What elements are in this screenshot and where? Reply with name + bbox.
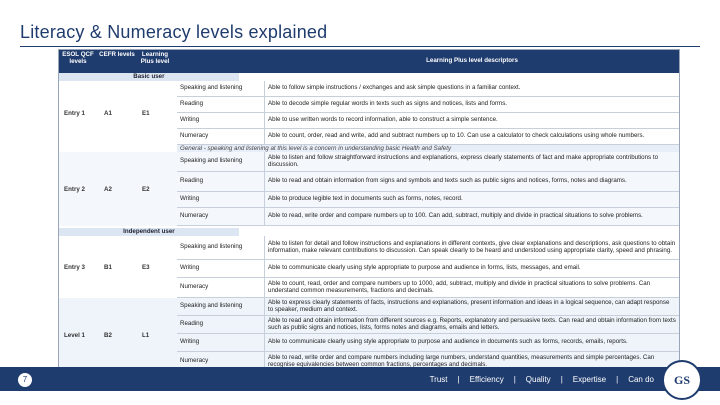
descriptor: Able to read, write order and compare numbers including large numbers, understand quantities, measurements and simple percentages. Can recognise equivalencies between common fractions, percentages and decimals. <box>265 352 679 371</box>
header-cefr: CEFR levels <box>99 51 135 58</box>
value-efficiency: Efficiency <box>469 375 504 384</box>
lp-level: E2 <box>142 185 150 193</box>
lp-level: E1 <box>142 109 150 117</box>
skill-label: Writing <box>177 192 265 208</box>
table-header <box>59 50 679 73</box>
band-basic-user: Basic user <box>59 73 239 81</box>
value-quality: Quality <box>525 375 551 384</box>
cefr-level: A1 <box>104 109 112 117</box>
esol-level: Entry 2 <box>64 185 85 193</box>
skill-label: Numeracy <box>177 129 265 145</box>
lp-level: L1 <box>142 331 150 339</box>
skill-label: Reading <box>177 172 265 192</box>
skill-label: Writing <box>177 260 265 278</box>
descriptor: Able to count, order, read and write, add and subtract numbers up to 10. Can use a calculator to check calculations using whole numbers. <box>265 129 679 145</box>
levels-table <box>58 49 680 371</box>
skill-label: Speaking and listening <box>177 236 265 260</box>
page-title: Literacy & Numeracy levels explained <box>20 22 328 42</box>
skill-label: Speaking and listening <box>177 152 265 172</box>
descriptor: Able to count, read, order and compare numbers up to 1000, add, subtract, multiply and divide in practical situations to solve problems. Can understand common measurements, fractions and decimals. <box>265 278 679 298</box>
lp-level: E3 <box>142 263 150 271</box>
skill-label: Reading <box>177 97 265 113</box>
descriptor: Able to produce legible text in documents such as forms, notes, record. <box>265 192 679 208</box>
descriptor: Able to use written words to record information, able to construct a simple sentence. <box>265 113 679 129</box>
table-row-level1 <box>59 298 679 371</box>
header-lp-level: Learning Plus level <box>140 51 170 65</box>
health-safety-warning: General - speaking and listening at this level is a concern in understanding basic Health and Safety <box>177 145 680 152</box>
esol-level: Entry 3 <box>64 263 85 271</box>
skill-label: Speaking and listening <box>177 81 265 97</box>
band-independent-user: Independent user <box>59 228 239 236</box>
descriptor: Able to communicate clearly using style appropriate to purpose and audience in documents such as forms, records, emails, reports. <box>265 334 679 352</box>
separator: | <box>560 375 563 384</box>
cefr-level: B2 <box>104 331 112 339</box>
skill-label: Writing <box>177 334 265 352</box>
value-trust: Trust <box>429 375 448 384</box>
title-underline <box>20 46 700 47</box>
descriptor: Able to read, write order and compare numbers up to 100. Can add, subtract, multiply and divide in practical situations to solve problems. <box>265 208 679 226</box>
company-logo: GS <box>662 360 702 400</box>
cefr-level: B1 <box>104 263 112 271</box>
descriptor: Able to decode simple regular words in texts such as signs and notices, lists and forms. <box>265 97 679 113</box>
cefr-level: A2 <box>104 185 112 193</box>
header-descriptors: Learning Plus level descriptors <box>426 57 518 64</box>
descriptor: Able to read and obtain information from different sources e.g. Reports, explanatory and persuasive texts. Can read and obtain information from texts such as public signs and notices, lists, forms notes and diagrams, emails and letters. <box>265 316 679 334</box>
skill-label: Reading <box>177 316 265 334</box>
page-number: 7 <box>17 372 33 388</box>
skill-label: Numeracy <box>177 208 265 226</box>
descriptor: Able to listen for detail and follow instructions and explanations in different contexts, give clear explanations and descriptions, ask questions to obtain information, make relevant contributions to discussion. Can speak clearly to be heard and understood using appropriate clarity, speed and phrasing. <box>265 236 679 260</box>
esol-level: Level 1 <box>64 331 85 339</box>
descriptor: Able to listen and follow straightforward instructions and explanations, express clearly statements of fact and make appropriate contributions to discussion. <box>265 152 679 172</box>
descriptor: Able to express clearly statements of facts, instructions and explanations, present information and ideas in a logical sequence, can adapt response to speaker, medium and context. <box>265 298 679 316</box>
separator: | <box>616 375 619 384</box>
header-esol: ESOL QCF levels <box>62 51 94 65</box>
company-values <box>430 375 654 384</box>
separator: | <box>513 375 516 384</box>
value-can-do: Can do <box>628 375 654 384</box>
skill-label: Writing <box>177 113 265 129</box>
descriptor: Able to read and obtain information from signs and symbols and texts such as public signs and notices, forms, notes and diagrams. <box>265 172 679 192</box>
skill-label: Numeracy <box>177 278 265 298</box>
descriptor: Able to follow simple instructions / exchanges and ask simple questions in a familiar context. <box>265 81 679 97</box>
table-row-entry3 <box>59 236 679 298</box>
descriptor: Able to communicate clearly using style appropriate to purpose and audience in forms, lists, messages, and email. <box>265 260 679 278</box>
separator: | <box>457 375 460 384</box>
value-expertise: Expertise <box>572 375 607 384</box>
esol-level: Entry 1 <box>64 109 85 117</box>
skill-label: Speaking and listening <box>177 298 265 316</box>
skill-label: Numeracy <box>177 352 265 371</box>
table-row-entry1 <box>59 81 679 145</box>
table-row-entry2 <box>59 152 679 226</box>
